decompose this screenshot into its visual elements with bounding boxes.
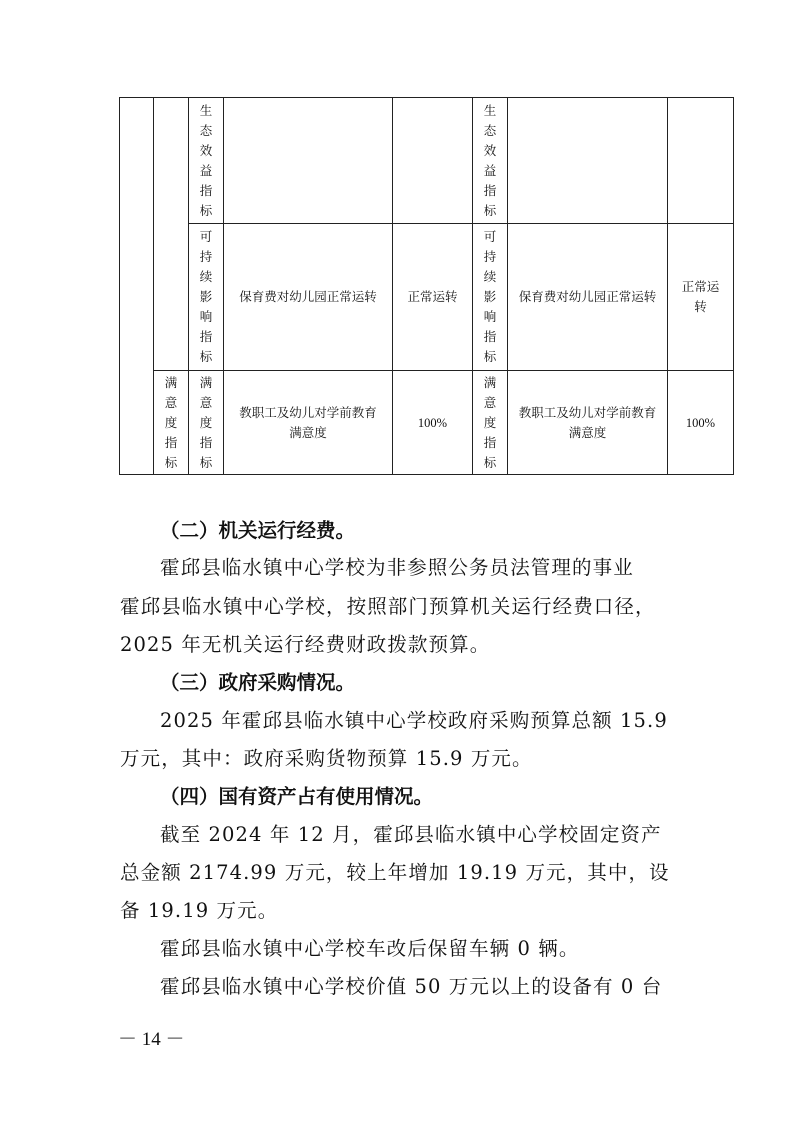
indicator-cell: 满 意 度 指 标	[189, 371, 224, 475]
page-number: － 14 －	[118, 1029, 185, 1050]
section-heading-2: （二）机关运行经费。	[160, 519, 356, 542]
indicator-cell: 可 持 续 影 响 指 标	[189, 224, 224, 371]
value-cell: 100%	[393, 371, 473, 475]
indicator-cell-right: 满 意 度 指 标	[473, 371, 508, 475]
indicator-cell-right: 可 持 续 影 响 指 标	[473, 224, 508, 371]
value-cell-right	[668, 224, 734, 371]
table-row	[120, 224, 734, 371]
paragraph-line: 2025 年霍邱县临水镇中心学校政府采购预算总额 15.9	[160, 709, 668, 732]
table-row	[120, 371, 734, 475]
content-line: 满意度	[568, 424, 607, 440]
section-heading-4: （四）国有资产占有使用情况。	[160, 785, 434, 808]
value-cell-right: 100%	[668, 371, 734, 475]
section-heading-3: （三）政府采购情况。	[160, 671, 356, 694]
content-cell-right	[508, 371, 668, 475]
content-cell: 保育费对幼儿园正常运转	[224, 224, 393, 371]
paragraph-line: 截至 2024 年 12 月，霍邱县临水镇中心学校固定资产	[160, 823, 662, 846]
content-cell	[224, 371, 393, 475]
content-cell-right: 保育费对幼儿园正常运转	[508, 224, 668, 371]
paragraph-line: 霍邱县临水镇中心学校，按照部门预算机关运行经费口径，	[120, 595, 656, 618]
value-line: 正常运	[681, 279, 720, 294]
table-cell-blank-col2	[154, 98, 189, 371]
paragraph-line: 霍邱县临水镇中心学校价值 50 万元以上的设备有 0 台	[160, 975, 663, 998]
content-line: 教职工及幼儿对学前教育	[239, 404, 377, 420]
indicator-cell: 生 态 效 益 指 标	[189, 98, 224, 224]
table-row	[120, 98, 734, 224]
paragraph-line: 2025 年无机关运行经费财政拨款预算。	[120, 633, 491, 656]
value-cell-right	[668, 98, 734, 224]
paragraph-line: 霍邱县临水镇中心学校为非参照公务员法管理的事业	[160, 556, 634, 579]
content-line: 教职工及幼儿对学前教育	[518, 404, 657, 420]
paragraph-line: 万元，其中：政府采购货物预算 15.9 万元。	[120, 747, 533, 770]
table-cell-blank-col1	[120, 98, 154, 475]
performance-indicator-table	[119, 97, 734, 475]
content-cell-right	[508, 98, 668, 224]
paragraph-line: 霍邱县临水镇中心学校车改后保留车辆 0 辆。	[160, 937, 580, 960]
indicator-cell-right: 生 态 效 益 指 标	[473, 98, 508, 224]
value-cell	[393, 98, 473, 224]
category-cell: 满 意 度 指 标	[154, 371, 189, 475]
content-cell	[224, 98, 393, 224]
value-cell: 正常运转	[393, 224, 473, 371]
paragraph-line: 备 19.19 万元。	[120, 899, 279, 922]
content-line: 满意度	[289, 424, 327, 440]
value-line: 转	[694, 299, 707, 314]
paragraph-line: 总金额 2174.99 万元，较上年增加 19.19 万元，其中，设	[120, 861, 670, 884]
